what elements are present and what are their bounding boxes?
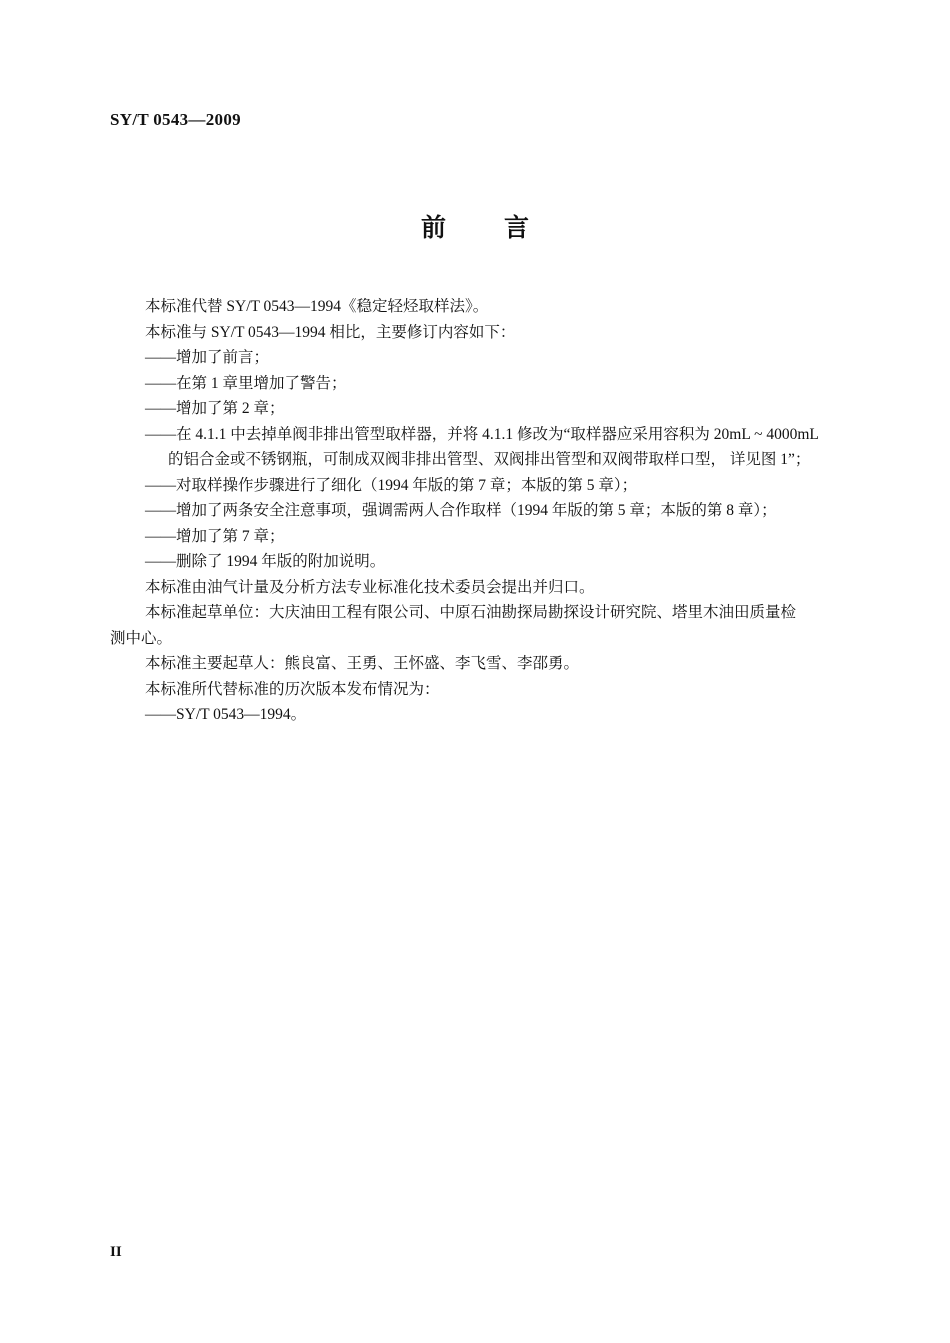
standard-number-header: SY/T 0543—2009 [110,110,241,129]
change-item: ——增加了第 7 章； [145,527,285,545]
page-title [0,208,950,244]
change-item: ——在 4.1.1 中去掉单阀非排出管型取样器，并将 4.1.1 修改为“取样器应采用容积为 20mL ~ 4000mL [145,425,819,443]
change-item: ——增加了两条安全注意事项，强调需两人合作取样（1994 年版的第 5 章；本版的第 8 章）； [145,502,777,519]
change-item: ——对取样操作步骤进行了细化（1994 年版的第 7 章；本版的第 5 章）； [145,476,638,494]
change-item: ——在第 1 章里增加了警告； [145,374,347,392]
paragraph-replaces: 本标准代替 SY/T 0543—1994《稳定轻烃取样法》。 [145,298,489,315]
paragraph-drafting-units-continuation: 测中心。 [110,629,173,647]
paragraph-drafting-units: 本标准起草单位：大庆油田工程有限公司、中原石油勘探局勘探设计研究院、塔里木油田质量检 [145,604,797,621]
paragraph-comparison: 本标准与 SY/T 0543—1994 相比，主要修订内容如下： [145,323,516,341]
title-char-1: 前 [420,215,446,242]
foreword-body [110,294,850,728]
change-item-continuation: 的铝合金或不锈钢瓶，可制成双阀非排出管型、双阀排出管型和双阀带取样口型， 详见图 1”； [168,451,811,468]
change-item: ——删除了 1994 年版的附加说明。 [145,553,386,570]
title-char-2: 言 [504,215,530,242]
change-item: ——增加了第 2 章； [145,400,285,417]
paragraph-history-intro: 本标准所代替标准的历次版本发布情况为： [145,680,440,698]
paragraph-drafters: 本标准主要起草人：熊良富、王勇、王怀盛、李飞雪、李邵勇。 [145,655,580,672]
page-number: II [110,1244,122,1260]
change-item: ——增加了前言； [145,349,270,366]
history-item: ——SY/T 0543—1994。 [145,706,307,723]
paragraph-proposed-by: 本标准由油气计量及分析方法专业标准化技术委员会提出并归口。 [145,578,595,596]
